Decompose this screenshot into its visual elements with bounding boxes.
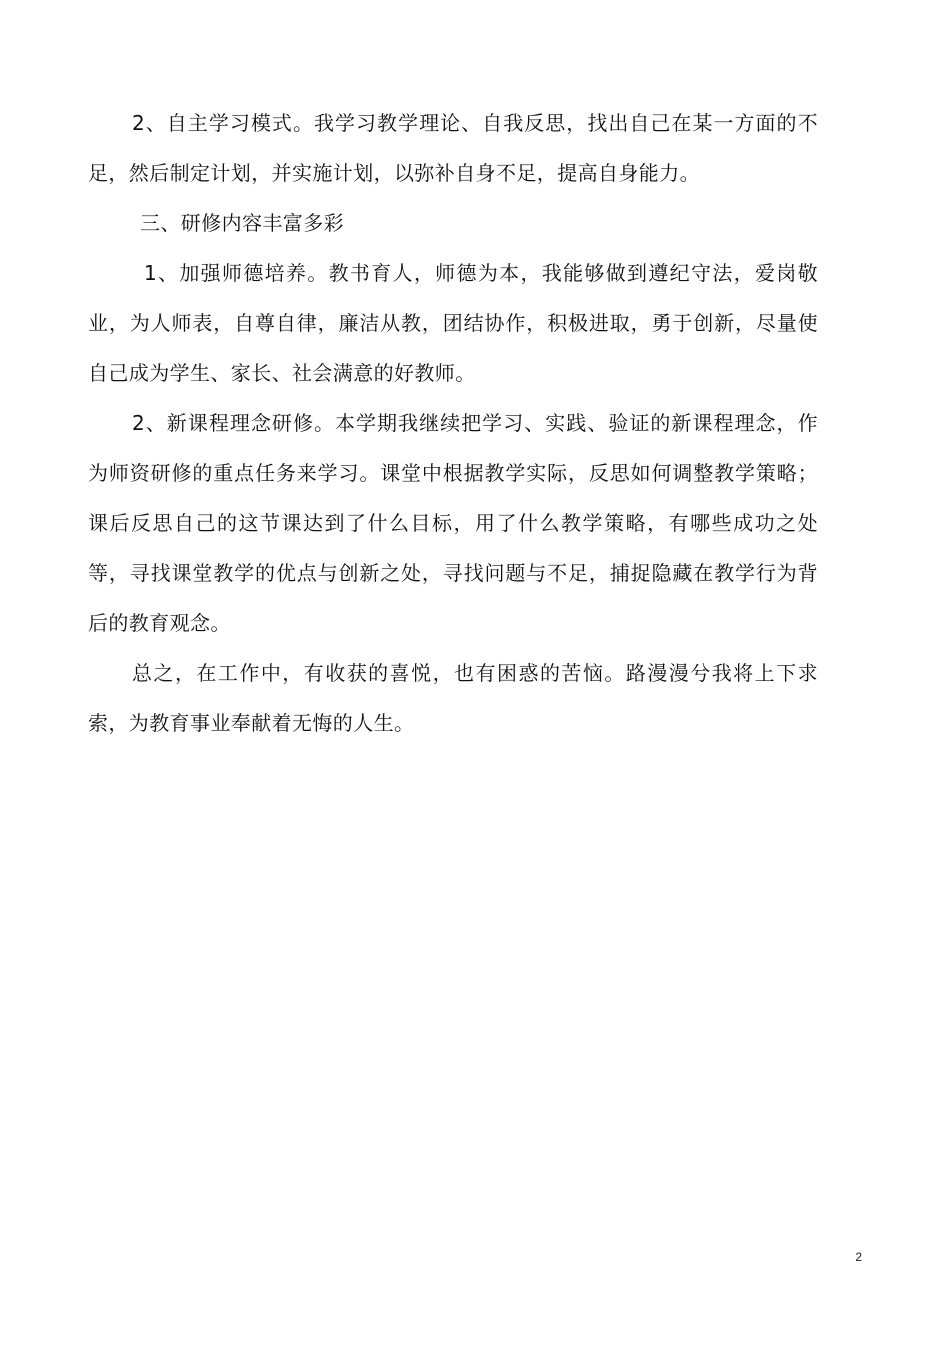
document-body <box>88 98 818 748</box>
paragraph-self-study-mode: 2、自主学习模式。我学习教学理论、自我反思，找出自己在某一方面的不足，然后制定计划，并实施计划，以弥补自身不足，提高自身能力。 <box>88 111 818 185</box>
section-heading-research-content: 三、研修内容丰富多彩 <box>140 211 344 235</box>
page-number: 2 <box>855 1250 862 1264</box>
paragraph-conclusion: 总之，在工作中，有收获的喜悦，也有困惑的苦恼。路漫漫兮我将上下求索，为教育事业奉献着无悔的人生。 <box>88 661 818 735</box>
paragraph-teacher-ethics: 1、加强师德培养。教书育人，师德为本，我能够做到遵纪守法，爱岗敬业，为人师表，自尊自律，廉洁从教，团结协作，积极进取，勇于创新，尽量使自己成为学生、家长、社会满意的好教师。 <box>88 261 818 385</box>
paragraph-new-curriculum: 2、新课程理念研修。本学期我继续把学习、实践、验证的新课程理念，作为师资研修的重点任务来学习。课堂中根据教学实际，反思如何调整教学策略；课后反思自己的这节课达到了什么目标，用了什么教学策略，有哪些成功之处等，寻找课堂教学的优点与创新之处，寻找问题与不足，捕捉隐藏在教学行为背后的教育观念。 <box>88 411 818 635</box>
